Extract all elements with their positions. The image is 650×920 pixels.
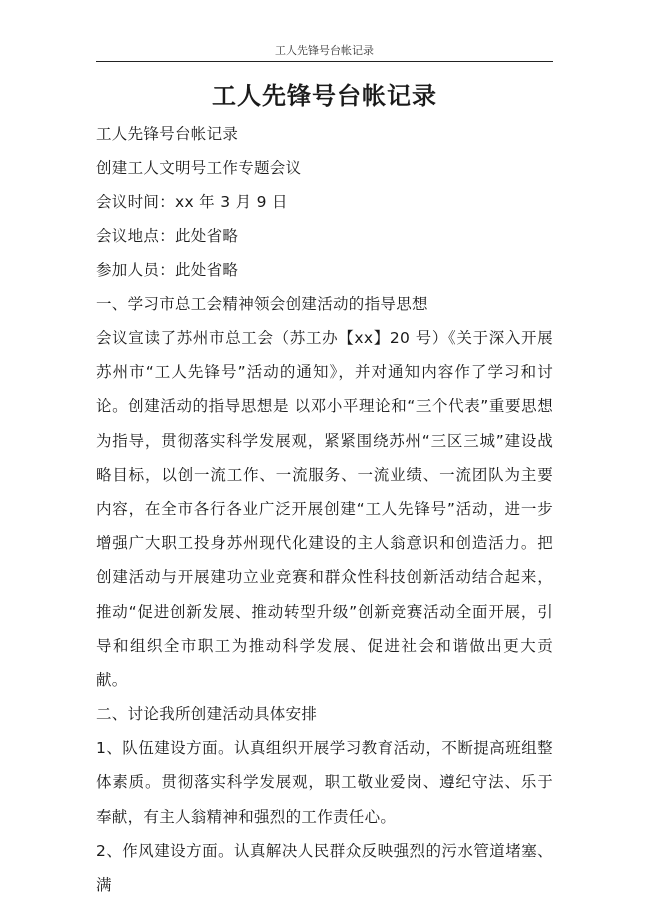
intro-line-attendees: 参加人员：此处省略 xyxy=(96,261,239,279)
intro-line-meeting-place: 会议地点：此处省略 xyxy=(96,227,239,245)
intro-line-subtitle: 工人先锋号台帐记录 xyxy=(96,125,239,143)
section-2-item-2: 2、作风建设方面。认真解决人民群众反映强烈的污水管道堵塞、满 xyxy=(96,841,553,895)
running-header: 工人先锋号台帐记录 xyxy=(275,44,374,57)
intro-line-meeting-name: 创建工人文明号工作专题会议 xyxy=(96,159,302,177)
section-1-heading: 一、学习市总工会精神领会创建活动的指导思想 xyxy=(96,295,428,313)
section-2-heading: 二、讨论我所创建活动具体安排 xyxy=(96,705,318,724)
header-divider xyxy=(96,61,553,62)
section-1-paragraph: 会议宣读了苏州市总工会（苏工办【xx】20 号）《关于深入开展苏州市“工人先锋号”活动的通知》，并对通知内容作了学习和讨论。创建活动的指导思想是 以邓小平理论和“三个代表”重要思想为指导，贯彻落实科学发展观，紧紧围绕苏州“三区三城”建设战略目标，以创一流工作、一流服务、一流业绩、一流团队为主要内容，在全市各行各业广泛开展创建“工人先锋号”活动，进一步增强广大职工投身苏州现代化建设的主人翁意识和创造活力。把创建活动与开展建功立业竞赛和群众性科技创新活动结合起来，推动“促进创新发展、推动转型升级”创新竞赛活动全面开展，引导和组织全市职工为推动科学发展、促进社会和谐做出更大贡献。 xyxy=(96,329,553,690)
document-body xyxy=(96,117,553,902)
intro-line-meeting-time: 会议时间：xx 年 3 月 9 日 xyxy=(96,193,288,211)
document-title: 工人先锋号台帐记录 xyxy=(212,81,437,110)
section-2-item-1: 1、队伍建设方面。认真组织开展学习教育活动，不断提高班组整体素质。贯彻落实科学发展观，职工敬业爱岗、遵纪守法、乐于奉献，有主人翁精神和强烈的工作责任心。 xyxy=(96,739,553,826)
